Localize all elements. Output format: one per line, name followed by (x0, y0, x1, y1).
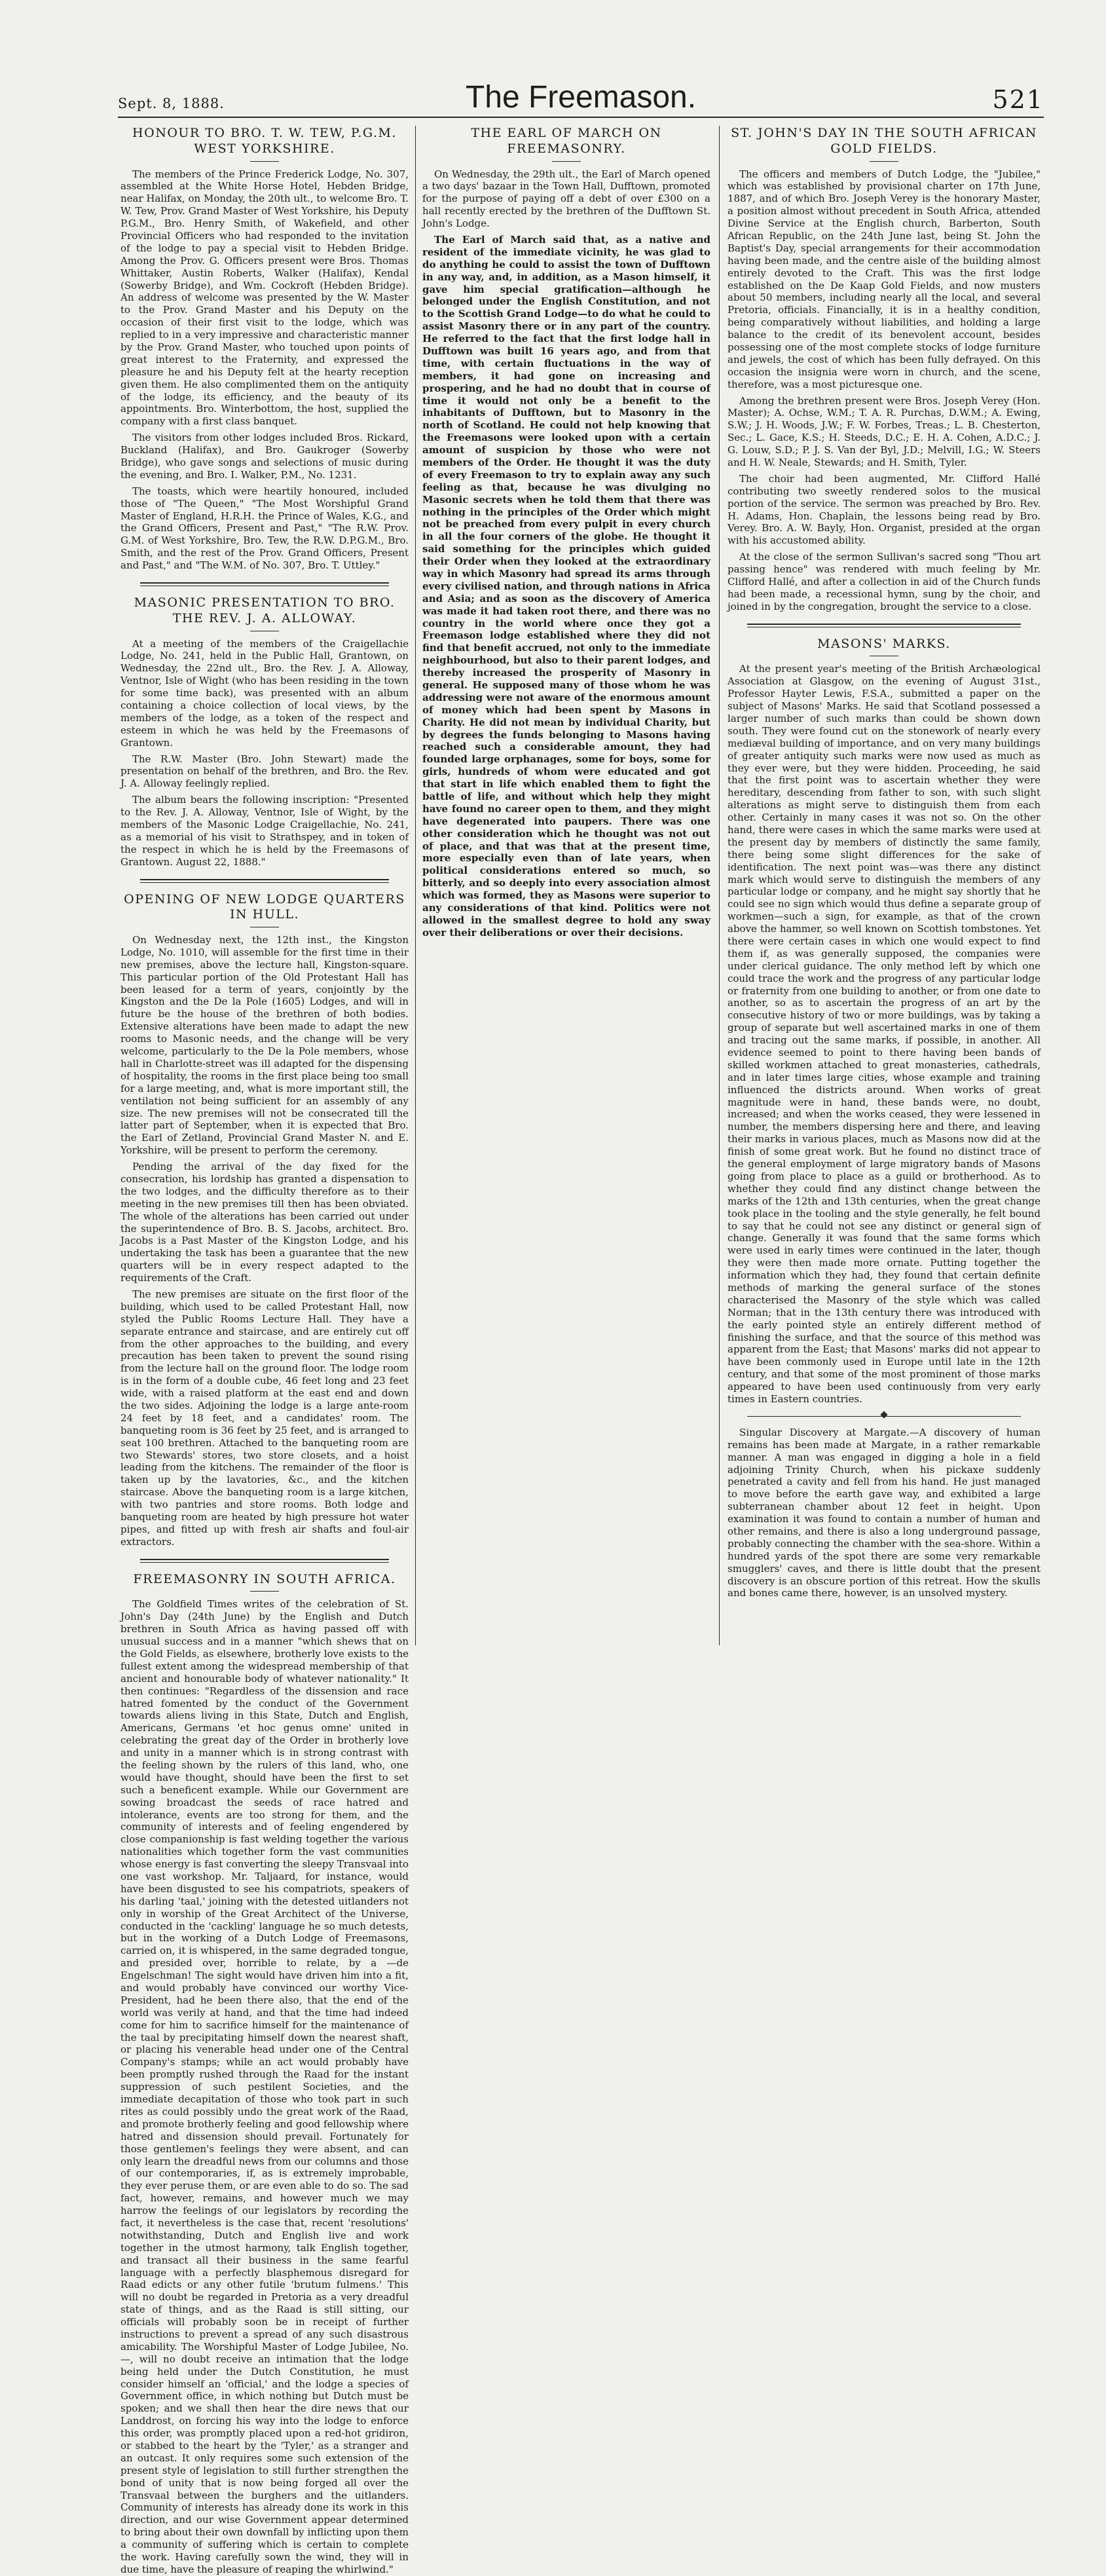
section-divider (747, 624, 1021, 627)
divider (250, 161, 279, 162)
article-paragraph: Pending the arrival of the day fixed for the consecration, his lordship has granted a dispensation to the two lodges, and the difficulty therefore as to their meeting in the new premises till then has been obviated. The whole of the alterations has been carried out under the superintendence of Bro. B. S. Jacobs, architect. Bro. Jacobs is a Past Master of the Kingston Lodge, and his undertaking the task has been a guarantee that the new quarters will be in every respect adapted to the requirements of the Craft. (120, 1161, 409, 1284)
article-paragraph: The members of the Prince Frederick Lodge, No. 307, assembled at the White Horse Hotel, Hebden Bridge, near Halifax, on Monday, the 20th ult., to welcome Bro. T. W. Tew, Prov. Grand Master of West Yorkshire, his Deputy P.G.M., Bro. Henry Smith, of Wakefield, and other Provincial Officers who had responded to the invitation of the lodge to pay a special visit to Hebden Bridge. Among the Prov. G. Officers present were Bros. Thomas Whittaker, Austin Roberts, Walker (Halifax), Kendal (Sowerby Bridge), and Wm. Cockroft (Hebden Bridge). An address of welcome was presented by the W. Master to the Prov. Grand Master and his Deputy on the occasion of their first visit to the lodge, which was replied to in a very impressive and characteristic manner by the Prov. Grand Master, who touched upon points of great interest to the Fraternity, and expressed the pleasure he and his Deputy felt at the hearty reception given them. He also complimented them on the antiquity of the lodge, its efficiency, and the beauty of its appointments. Bro. Winterbottom, the host, supplied the company with a first class banquet. (120, 168, 409, 428)
article-paragraph: The R.W. Master (Bro. John Stewart) made the presentation on behalf of the brethren, and Bro. the Rev. J. A. Alloway feelingly replied. (120, 753, 409, 790)
article-march (422, 126, 710, 939)
article-paragraph: At a meeting of the members of the Craigellachie Lodge, No. 241, held in the Public Hall, Grantown, on Wednesday, the 22nd ult., Bro. the Rev. J. A. Alloway, Ventnor, Isle of Wight (who has been residing in the town for some time back), was presented with an album containing a choice collection of local views, by the members of the lodge, as a token of the respect and esteem in which he was held by the Freemasons of Grantown. (120, 637, 409, 749)
article-hull (120, 892, 409, 1548)
article-paragraph: At the close of the sermon Sullivan's sacred song "Thou art passing hence" was rendered with much feeling by Mr. Clifford Hallé, and after a collection in aid of the Church funds had been made, a recessional hymn, sung by the choir, and joined in by the congregation, brought the service to a close. (728, 551, 1041, 612)
article-title: OPENING OF NEW LODGE QUARTERS IN HULL. (124, 891, 405, 922)
article-paragraph: Among the brethren present were Bros. Joseph Verey (Hon. Master); A. Ochse, W.M.; T. A. R. Purchas, D.W.M.; A. Ewing, S.W.; J. H. Woods, J.W.; F. W. Forbes, Treas.; L. B. Chesterton, Sec.; L. Gace, K.S.; H. Steeds, D.C.; E. H. A. Cohen, A.D.C.; J. G. Louw, S.D.; P. J. S. Van der Byl, J.D.; Melvill, I.G.; W. Steers and H. W. Neale, Stewards; and H. Smith, Tyler. (728, 394, 1041, 468)
article-margate (728, 1427, 1041, 1599)
article-paragraph: The choir had been augmented, Mr. Clifford Hallé contributing two sweetly rendered solos to the musical portion of the service. The sermon was preached by Bro. Rev. H. Adams, Hon. Chaplain, the lessons being read by Bro. Verey. Bro. A. W. Bayly, Hon. Organist, presided at the organ with his accustomed ability. (728, 472, 1041, 547)
diamond-ornament-icon (880, 1411, 887, 1418)
article-paragraph: The toasts, which were heartily honoured, included those of "The Queen," "The Most Worshipful Grand Master of England, H.R.H. the Prince of Wales, K.G., and the Grand Officers, Present and Past," "The R.W. Prov. G.M. of West Yorkshire, Bro. Tew, the R.W. D.P.G.M., Bro. Smith, and the rest of the Prov. Grand Officers, Present and Past," and "The W.M. of No. 307, Bro. T. Uttley." (120, 485, 409, 572)
article-paragraph: On Wednesday next, the 12th inst., the Kingston Lodge, No. 1010, will assemble for the first time in their new premises, above the lecture hall, Kingston-square. This particular portion of the Old Protestant Hall has been leased for a term of years, conjointly by the Kingston and the De la Pole (1605) Lodges, and will in future be the house of the brethren of both bodies. Extensive alterations have been made to adapt the new rooms to Masonic needs, and the change will be very welcome, particularly to the De la Pole members, whose hall in Charlotte-street was ill adapted for the dispensing of hospitality, the rooms in the first place being too small for a large meeting, and, what is more important still, the ventilation not being sufficient for an assembly of any size. The new premises will not be consecrated till the latter part of September, when it is expected that Bro. the Earl of Zetland, Provincial Grand Master N. and E. Yorkshire, will be present to perform the ceremony. (120, 934, 409, 1157)
article-tew (120, 126, 409, 572)
masthead (118, 77, 1044, 118)
issue-date: Sept. 8, 1888. (118, 96, 225, 111)
newspaper-title: The Freemason. (465, 80, 697, 115)
article-title: MASONIC PRESENTATION TO BRO. THE REV. J. A. ALLOWAY. (134, 595, 396, 625)
article-st-john (728, 126, 1041, 613)
article-title: HONOUR TO BRO. T. W. TEW, P.G.M. WEST YORKSHIRE. (132, 126, 397, 156)
column-1 (120, 126, 409, 2575)
article-marks (728, 637, 1041, 1406)
column-2 (415, 126, 710, 1645)
article-paragraph: At the present year's meeting of the British Archæological Association at Glasgow, on the evening of August 31st., Professor Hayter Lewis, F.S.A., submitted a paper on the subject of Masons' Marks. He said that Scotland possessed a larger number of such marks than could be shown down south. They were found cut on the stonework of nearly every mediæval building of importance, and on very many buildings of greater antiquity such marks were now used as much as they ever were, but they were hidden. Proceeding, he said that the first point was to ascertain whether they were hereditary, descending from father to son, with such slight alterations as might serve to distinguish them from each other. Certainly in many cases it was not so. On the other hand, there were cases in which the same marks were used at the present day by members of distinctly the same family, there being some slight differences for the sake of identification. The next point was—was there any distinct mark which would serve to distinguish the members of any particular lodge or company, and he might say shortly that he could see no sign which would thus define a separate group of workmen—such a sign, for example, as that of the crown above the hammer, so well known on Scottish tombstones. Yet there were certain cases in which one would expect to find them if, as was generally supposed, the companies were under clerical guidance. The only method left by which one could trace the work and the progress of any particular lodge or fraternity from one building to another, or from one date to another, so as to ascertain the progress of an art by the consecutive history of two or more buildings, was by taking a group of separate but well ascertained marks in one of them and tracing out the same marks, if possible, in another. All evidence seemed to point to there having been bands of skilled workmen attached to great monasteries, cathedrals, and in later times large cities, whose example and training influenced the districts around. When works of great magnitude were in hand, these bands were, no doubt, increased; and when the works ceased, they were lessened in number, the members dispersing here and there, and leaving their marks in various places, much as Masons now did at the finish of some great work. But he found no distinct trace of the general employment of large migratory bands of Masons going from place to place as a guild or brotherhood. As to whether they could find any distinct change between the marks of the 12th and 13th centuries, when the great change took place in the tooling and the style generally, he felt bound to say that he could not see any distinct or general sign of change. Generally it was found that the same forms which were used in early times were continued in the later, though they were then made more ornate. Putting together the information which they had, they found that certain definite methods of marking the general surface of the stones characterised the Masonry of the style which was called Norman; that in the 13th century there was introduced with the early pointed style an entirely different method of finishing the surface, and that the source of this method was apparent from the East; that Masons' marks did not appear to have been commonly used in Europe until late in the 12th century, and that some of the most prominent of those marks appeared to have been used continuously from very early times in Eastern countries. (728, 663, 1041, 1405)
section-divider (140, 879, 389, 883)
article-paragraph: The Goldfield Times writes of the celebration of St. John's Day (24th June) by the English and Dutch brethren in South Africa as having passed off with unusual success and in a manner "which shews that on the Gold Fields, as elsewhere, brotherly love exists to the fullest extent among the widespread membership of that ancient and honourable body of whatever nationality." It then continues: "Regardless of the dissension and race hatred fomented by the conduct of the Government towards aliens living in this State, Dutch and English, Americans, Germans 'et hoc genus omne' united in celebrating the great day of the Order in brotherly love and unity in a manner which is in strong contrast with the feeling shown by the rulers of this land, who, one would have thought, should have been the first to set such a beneficent example. While our Government are sowing broadcast the seeds of race hatred and intolerance, events are too strong for them, and the community of interests and of feeling engendered by close companionship is fast welding together the various nationalities which together form the vast communities whose energy is fast converting the sleepy Transvaal into one vast workshop. Mr. Taljaard, for instance, would have been disgusted to see his compatriots, speakers of his darling 'taal,' joining with the detested uitlanders not only in worship of the Great Architect of the Universe, conducted in the 'cackling' language he so much detests, but in the working of a Dutch Lodge of Freemasons, carried on, it is whispered, in the same degraded tongue, and presided over, horrible to relate, by a —de Engelschman! The sight would have driven him into a fit, and would probably have convinced our worthy Vice-President, had he been there also, that the end of the world was verily at hand, and that the time had indeed come for him to sacrifice himself for the maintenance of the taal by precipitating himself down the nearest shaft, or placing his venerable head under one of the Central Company's stamps; while an act would probably have been promptly rushed through the Raad for the instant suppression of such pestilent Societies, and the immediate decapitation of those who took part in such rites as could possibly undo the great work of the Raad, and promote brotherly feeling and good fellowship where hatred and dissension should prevail. Fortunately for those gentlemen's feelings they were absent, and can only learn the dreadful news from our columns and those of our contemporaries, if, as is extremely improbable, they ever peruse them, or are even able to do so. The sad fact, however, remains, and however much we may harrow the feelings of our legislators by recording the fact, it nevertheless is the case that, recent 'resolutions' notwithstanding, Dutch and English live and work together in the utmost harmony, talk English together, and transact all their business in the same fearful language with a perfectly blasphemous disregard for Raad edicts or any other futile 'brutum fulmens.' This will no doubt be regarded in Pretoria as a very dreadful state of things, and as the Raad is still sitting, our officials will probably soon be in receipt of further instructions to prevent a spread of any such disastrous amicability. The Worshipful Master of Lodge Jubilee, No. —, will no doubt receive an intimation that the lodge being held under the Dutch Constitution, he must consider himself an 'official,' and the lodge a species of Government office, in which nothing but Dutch must be spoken; and we shall then hear the dire news that our Landdrost, on forcing his way into the lodge to enforce this order, was promptly placed upon a red-hot gridiron, or stabbed to the heart by the 'Tyler,' as a stranger and an outcast. It only requires some such extension of the present style of legislation to still further strengthen the bond of unity that is now being forged all over the Transvaal between the burghers and the uitlanders. Community of interests has already done its work in this direction, and our wise Government appear determined to bring about their own downfall by inflicting upon them a community of suffering which is certain to complete the work. Having carefully sown the wind, they will in due time, have the pleasure of reaping the whirlwind." (120, 1598, 409, 2575)
article-title: ST. JOHN'S DAY IN THE SOUTH AFRICAN GOLD FIELDS. (731, 126, 1037, 156)
divider (552, 161, 581, 162)
article-title: MASONS' MARKS. (817, 636, 951, 651)
article-paragraph: The album bears the following inscription: "Presented to the Rev. J. A. Alloway, Ventnor, Isle of Wight, by the members of the Masonic Lodge Craigellachie, No. 241, as a memorial of his visit to Strathspey, and in token of the respect in which he is held by the Freemasons of Grantown. August 22, 1888." (120, 794, 409, 868)
column-3 (719, 126, 1041, 1645)
ornament-divider (747, 1412, 1021, 1420)
article-title: FREEMASONRY IN SOUTH AFRICA. (133, 1571, 396, 1586)
article-paragraph: On Wednesday, the 29th ult., the Earl of March opened a two days' bazaar in the Town Hall, Dufftown, promoted for the purpose of paying off a debt of over £300 on a hall recently erected by the brethren of the Dufftown St. John's Lodge. (422, 168, 710, 230)
divider (870, 161, 898, 162)
divider (250, 1591, 279, 1592)
section-divider (140, 582, 389, 586)
article-paragraph: The Earl of March said that, as a native and resident of the immediate vicinity, he was glad to do anything he could to assist the town of Dufftown in any way, and, in addition, as a Mason himself, it gave him special gratification—although he belonged under the English Constitution, and not to the Scottish Grand Lodge—to do what he could to assist Masonry there or in any part of the country. He referred to the fact that the first lodge hall in Dufftown was built 16 years ago, and from that time, with certain fluctuations in the way of members, it had gone on increasing and prospering, and he had no doubt that in course of time it would not only be a benefit to the inhabitants of Dufftown, but to Masonry in the north of Scotland. He could not help knowing that the Freemasons were looked upon with a certain amount of suspicion by those who were not members of the Order. He thought it was the duty of every Freemason to try to explain away any such feeling as that, because he was divulging no Masonic secrets when he told them that there was nothing in the principles of the Order which might not be preached from every pulpit in every church in all the four corners of the globe. He thought it said something for the principles which guided their Order when they looked at the extraordinary way in which Masonry had spread its arms through every civilised nation, and through nations in Africa and Asia; and as soon as the discovery of America was made it had taken root there, and there was no country in the world where once they got a Freemason lodge established where they did not find that benefit accrued, not only to the immediate neighbourhood, but also to their parent lodges, and thereby increased the prosperity of Masonry in general. He supposed many of those whom he was addressing were not aware of the enormous amount of money which had been spent by Masons in Charity. He did not mean by individual Charity, but by degrees the funds belonging to Masons having reached such a considerable amount, they had founded large orphanages, some for boys, some for girls, hundreds of whom were educated and got that start in life which enabled them to fight the battle of life, and without which help they might have found no career open to them, and they might have degenerated into paupers. There was one other consideration which he thought was not out of place, and that was that at the present time, more especially even than of late years, when political considerations entered so much, so bitterly, and so deeply into every association almost which was formed, they as Masons were superior to any considerations of that kind. Politics were not allowed in the smallest degree to hold any sway over their deliberations or over their decisions. (422, 233, 710, 939)
article-title: THE EARL OF MARCH ON FREEMASONRY. (471, 126, 662, 156)
article-paragraph: The new premises are situate on the first floor of the building, which used to be called Protestant Hall, now styled the Public Rooms Lecture Hall. They have a separate entrance and staircase, and are entirely cut off from the other approaches to the building, and every precaution has been taken to prevent the sound rising from the lecture hall on the ground floor. The lodge room is in the form of a double cube, 46 feet long and 23 feet wide, with a raised platform at the east end and down the two sides. Adjoining the lodge is a large ante-room 24 feet by 18 feet, and a candidates' room. The banqueting room is 36 feet by 25 feet, and is arranged to seat 100 brethren. Attached to the banqueting room are two Stewards' stores, two store closets, and a hoist leading from the kitchens. The remainder of the floor is taken up by the lavatories, &c., and the kitchen staircase. Above the banqueting room is a large kitchen, with two pantries and store rooms. Both lodge and banqueting room are heated by high pressure hot water pipes, and fitted up with fresh air shafts and foul-air extractors. (120, 1288, 409, 1548)
page-number: 521 (992, 85, 1044, 114)
article-paragraph: The officers and members of Dutch Lodge, the "Jubilee," which was established by provisional charter on 17th June, 1887, and of which Bro. Joseph Verey is the honorary Master, a position almost without precedent in South Africa, attended Divine Service at the English church, Barberton, South African Republic, on the 24th June last, being St. John the Baptist's Day, special arrangements for their accommodation having been made, and the centre aisle of the building almost entirely devoted to the Craft. This was the first lodge established on the De Kaap Gold Fields, and now musters about 50 members, including nearly all the local, and several Pretoria, officials. Financially, it is in a healthy condition, being comparatively without liabilities, and holding a large balance to the credit of its benevolent account, besides possessing one of the most complete stocks of lodge furniture and jewels, the cost of which has been fully defrayed. On this occasion the insignia were worn in church, and the scene, therefore, was a most picturesque one. (728, 168, 1041, 390)
article-paragraph: Singular Discovery at Margate.—A discovery of human remains has been made at Margate, in a rather remarkable manner. A man was engaged in digging a hole in a field adjoining Trinity Church, when his pickaxe suddenly penetrated a cavity and fell from his hand. He just managed to move before the earth gave way, and exhibited a large subterranean chamber about 12 feet in height. Upon examination it was found to contain a number of human and other remains, and there is also a long underground passage, probably connecting the chamber with the sea-shore. Within a hundred yards of the spot there are some very remarkable smugglers' caves, and there is little doubt that the present discovery is an obscure portion of this retreat. How the skulls and bones came there, however, is an unsolved mystery. (728, 1426, 1041, 1599)
article-south-africa (120, 1572, 409, 2576)
section-divider (140, 1559, 389, 1563)
article-alloway (120, 595, 409, 868)
article-paragraph: The visitors from other lodges included Bros. Rickard, Buckland (Halifax), and Bro. Gaukroger (Sowerby Bridge), who gave songs and selections of music during the evening, and Bro. I. Walker, P.M., No. 1231. (120, 432, 409, 481)
